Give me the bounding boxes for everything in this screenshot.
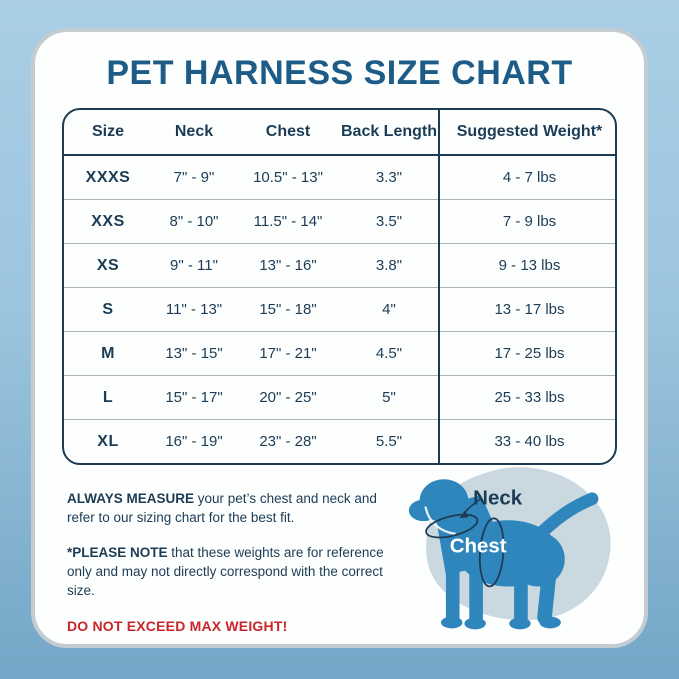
- table-row: [64, 155, 617, 200]
- table-row: [64, 376, 617, 420]
- max-weight-warning: DO NOT EXCEED MAX WEIGHT!: [67, 618, 288, 635]
- table-row: [64, 288, 617, 332]
- cell-neck: 13" - 15": [152, 332, 236, 376]
- size-chart-card: [31, 28, 648, 648]
- chest-label: Chest: [449, 534, 507, 558]
- header-suggested-weight: Suggested Weight*: [439, 110, 617, 155]
- neck-label: Neck: [473, 486, 523, 510]
- cell-back-length: 4.5": [340, 332, 439, 376]
- cell-size: L: [64, 376, 152, 420]
- cell-neck: 8" - 10": [152, 200, 236, 244]
- cell-weight: 4 - 7 lbs: [439, 155, 617, 200]
- cell-back-length: 5.5": [340, 420, 439, 464]
- dog-illustration: [389, 452, 647, 642]
- cell-neck: 9" - 11": [152, 244, 236, 288]
- note-please-note-text: that these weights are for reference only and may not directly correspond with the correct size.: [67, 545, 384, 598]
- cell-size: S: [64, 288, 152, 332]
- cell-chest: 23" - 28": [236, 420, 340, 464]
- header-back-length: Back Length: [340, 110, 439, 155]
- cell-size: XXS: [64, 200, 152, 244]
- note-please-note-bold: *PLEASE NOTE: [67, 545, 168, 561]
- cell-neck: 7" - 9": [173, 169, 215, 186]
- header-neck: Neck: [152, 110, 236, 155]
- header-size: Size: [64, 110, 152, 155]
- cell-back-length: 3.5": [340, 200, 439, 244]
- cell-chest: 20" - 25": [236, 376, 340, 420]
- cell-size: XXXS: [85, 168, 131, 186]
- cell-back-length: 4": [340, 288, 439, 332]
- header-chest: Chest: [236, 110, 340, 155]
- cell-size: M: [64, 332, 152, 376]
- cell-back-length: 3.8": [340, 244, 439, 288]
- table-row: [64, 244, 617, 288]
- cell-chest: 17" - 21": [236, 332, 340, 376]
- table-header-row: [64, 110, 617, 155]
- cell-chest: 15" - 18": [236, 288, 340, 332]
- table-row: [64, 332, 617, 376]
- note-measure-bold: ALWAYS MEASURE: [67, 491, 195, 506]
- cell-back-length: 5": [340, 376, 439, 420]
- note-please-note: [67, 544, 405, 600]
- page-title: PET HARNESS SIZE CHART: [106, 54, 573, 92]
- cell-chest: 11.5" - 14": [236, 200, 340, 244]
- size-table: [62, 108, 617, 465]
- note-measure: [67, 490, 405, 527]
- cell-size: XL: [64, 420, 152, 464]
- cell-weight: 13 - 17 lbs: [439, 288, 617, 332]
- cell-weight: 9 - 13 lbs: [439, 244, 617, 288]
- table-row: [64, 200, 617, 244]
- cell-neck: 16" - 19": [152, 420, 236, 464]
- note-measure-text: your pet’s chest and neck and refer to our sizing chart for the best fit.: [67, 491, 377, 525]
- cell-neck: 15" - 17": [152, 376, 236, 420]
- cell-chest: 10.5" - 13": [253, 169, 323, 186]
- notes: [67, 490, 405, 653]
- cell-weight: 33 - 40 lbs: [439, 420, 617, 464]
- cell-neck: 11" - 13": [152, 288, 236, 332]
- cell-weight: 17 - 25 lbs: [439, 332, 617, 376]
- cell-weight: 25 - 33 lbs: [439, 376, 617, 420]
- cell-weight: 7 - 9 lbs: [439, 200, 617, 244]
- cell-size: XS: [64, 244, 152, 288]
- dog-measurement-diagram: [389, 452, 647, 642]
- size-table-grid: [64, 110, 617, 463]
- cell-chest: 13" - 16": [236, 244, 340, 288]
- cell-back-length: 3.3": [375, 169, 403, 186]
